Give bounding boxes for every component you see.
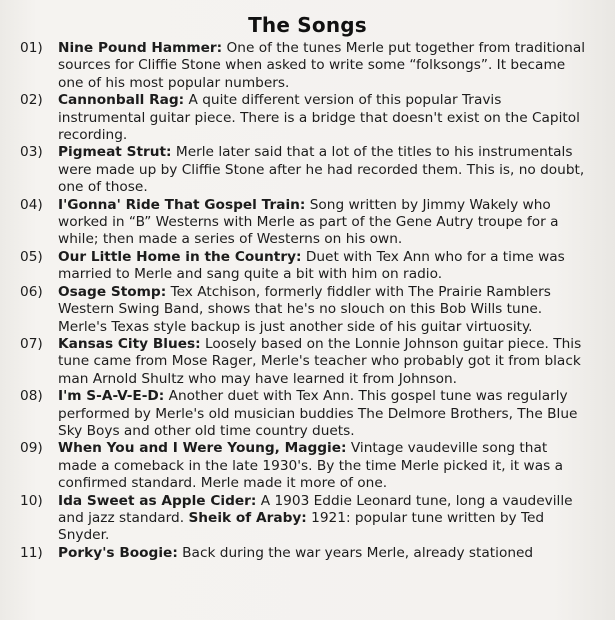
song-item xyxy=(0,40,615,92)
song-title-secondary: Sheik of Araby: xyxy=(188,509,307,526)
song-item xyxy=(0,249,615,284)
song-description: Duet with Tex Ann who for a time was married to Merle and sang quite a bit with him on radio. xyxy=(58,248,565,283)
song-number: 08) xyxy=(20,388,43,405)
song-item xyxy=(0,440,615,492)
song-title: Porky's Boogie: xyxy=(58,544,178,561)
song-item xyxy=(0,545,615,562)
song-description-secondary: 1921: popular tune written by Ted Snyder. xyxy=(58,509,545,544)
song-description: Another duet with Tex Ann. This gospel tune was regularly performed by Merle's old musician buddies The Delmore Brothers, The Blue Sky Boys and other old time country duets. xyxy=(58,388,578,439)
song-number: 04) xyxy=(20,196,43,213)
song-item xyxy=(0,336,615,388)
song-title: Pigmeat Strut: xyxy=(58,144,172,161)
song-title: Nine Pound Hammer: xyxy=(58,40,223,56)
song-number: 07) xyxy=(20,335,43,352)
song-number: 01) xyxy=(20,40,43,56)
song-title: I'Gonna' Ride That Gospel Train: xyxy=(58,196,306,213)
song-description: Vintage vaudeville song that made a comeback in the late 1930's. By the time Merle picked it, it was a confirmed standard. Merle made it more of one. xyxy=(58,440,563,492)
song-item xyxy=(0,144,615,196)
song-number: 10) xyxy=(20,492,43,509)
song-title: Kansas City Blues: xyxy=(58,335,201,352)
song-description: Loosely based on the Lonnie Johnson guitar piece. This tune came from Mose Rager, Merle's teacher who probably got it from black man Arnold Shultz who may have learned it from Johnson. xyxy=(58,335,582,387)
song-title: Osage Stomp: xyxy=(58,283,167,300)
song-number: 06) xyxy=(20,283,43,300)
song-number: 05) xyxy=(20,248,43,265)
song-description: A 1903 Eddie Leonard tune, long a vaudeville and jazz standard. xyxy=(58,492,573,526)
song-item xyxy=(0,284,615,336)
song-item xyxy=(0,197,615,249)
song-title: When You and I Were Young, Maggie: xyxy=(58,440,347,457)
song-description: Merle later said that a lot of the titles to his instrumentals were made up by Cliffie Stone after he had recorded them. This is, no doubt, one of those. xyxy=(58,144,585,196)
song-item xyxy=(0,388,615,440)
song-description: One of the tunes Merle put together from traditional sources for Cliffie Stone when asked to write some “folksongs”. It became one of his most popular numbers. xyxy=(58,40,586,91)
song-item xyxy=(0,493,615,545)
song-description: Song written by Jimmy Wakely who worked in “B” Westerns with Merle as part of the Gene Autry troupe for a while; then made a series of Westerns on his own. xyxy=(58,196,559,248)
song-number: 02) xyxy=(20,92,43,109)
song-number: 09) xyxy=(20,440,43,457)
song-number: 03) xyxy=(20,144,43,161)
song-title: Ida Sweet as Apple Cider: xyxy=(58,492,257,509)
song-description: Tex Atchison, formerly fiddler with The Prairie Ramblers Western Swing Band, shows that he's no slouch on this Bob Wills tune. Merle's Texas style backup is just another side of his guitar virtuosity. xyxy=(58,283,551,335)
song-description: Back during the war years Merle, already stationed xyxy=(182,544,534,561)
song-title: I'm S-A-V-E-D: xyxy=(58,388,165,405)
song-title: Our Little Home in the Country: xyxy=(58,248,302,265)
song-list xyxy=(0,40,615,562)
song-description: A quite different version of this popular Travis instrumental guitar piece. There is a bridge that doesn't exist on the Capitol recording. xyxy=(58,92,580,144)
song-number: 11) xyxy=(20,544,43,561)
song-title: Cannonball Rag: xyxy=(58,92,185,109)
page-title: The Songs xyxy=(248,13,367,37)
song-item xyxy=(0,92,615,144)
